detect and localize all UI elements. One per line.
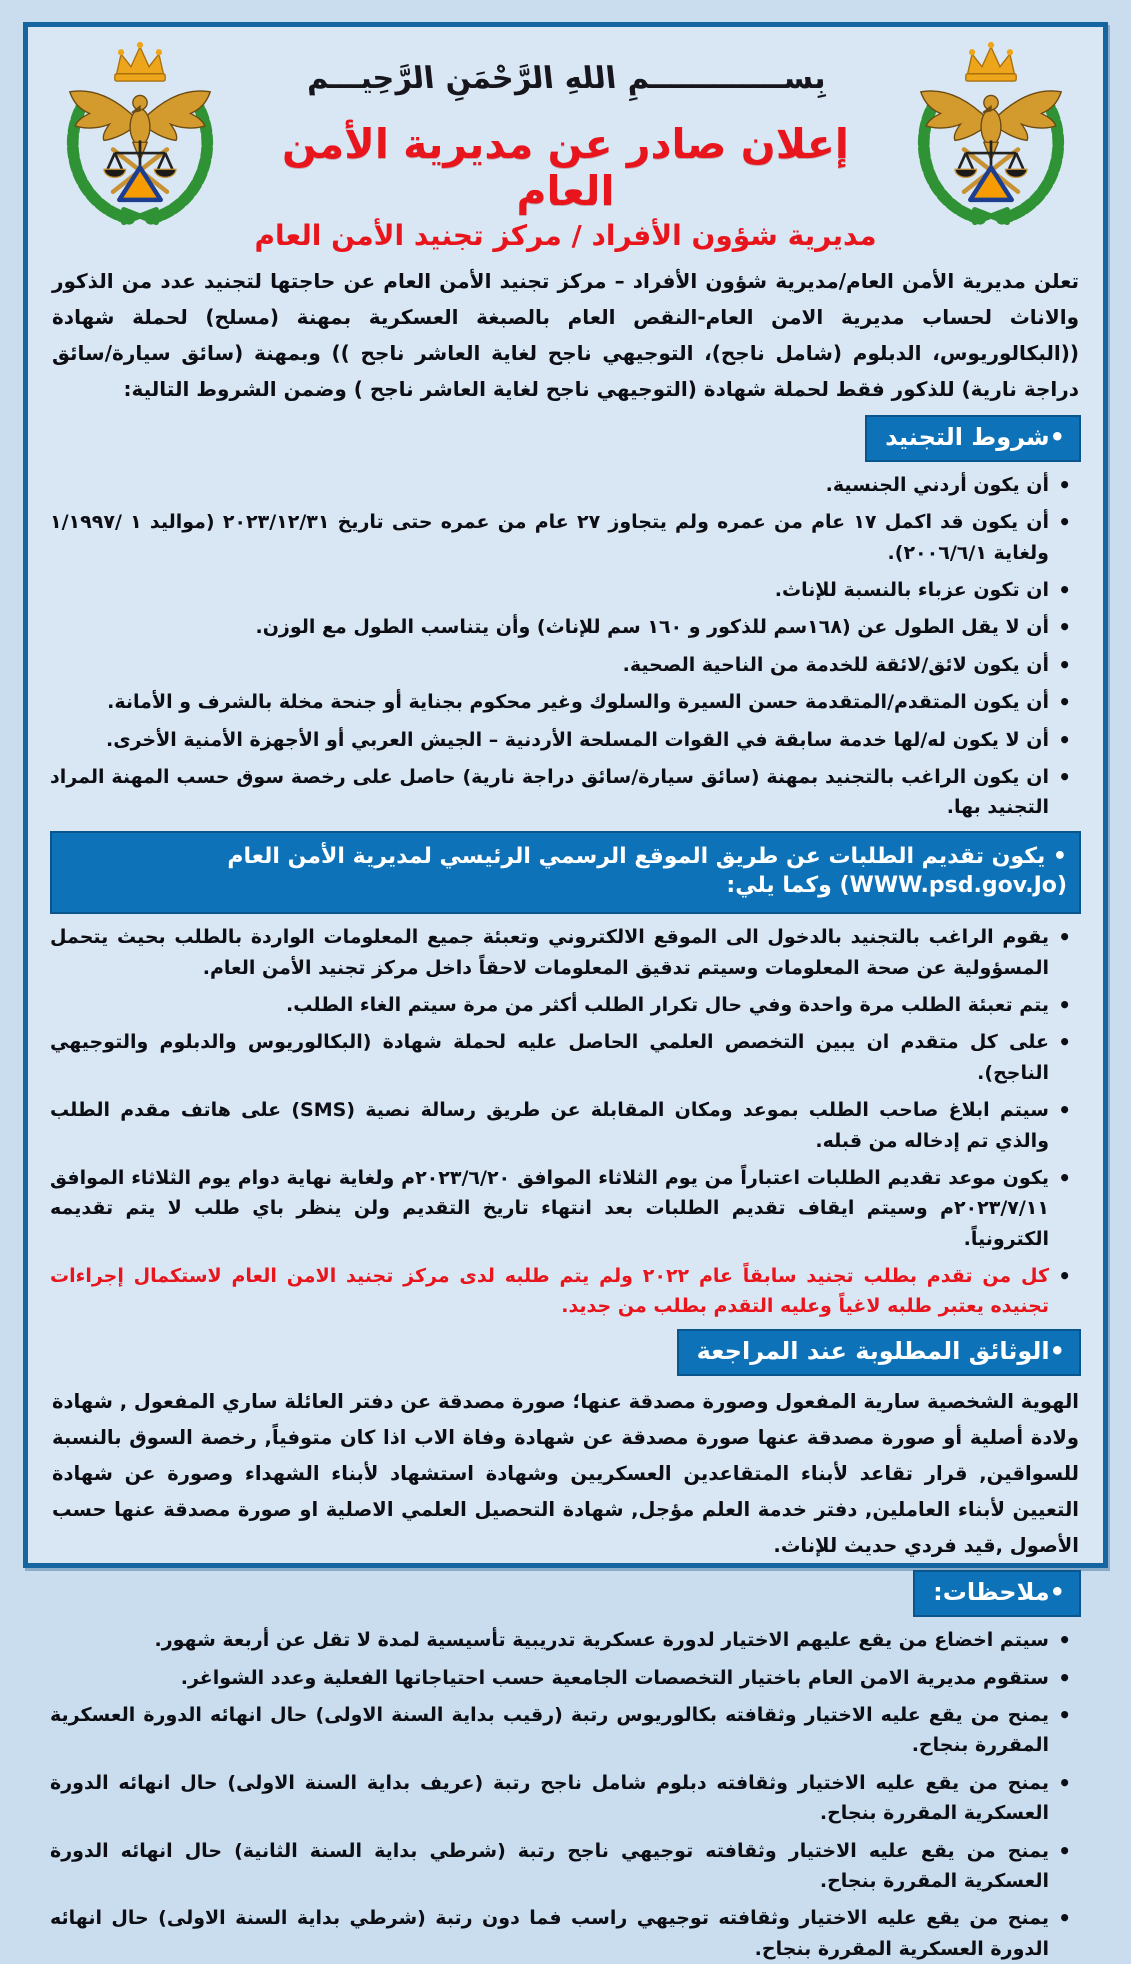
notes-list — [50, 1625, 1081, 1964]
list-item: • يمنح من يقع عليه الاختيار وثقافته توجيهي راسب فما دون رتبة (شرطي بداية السنة الاولى) حال انهائه الدورة العسكرية المقررة بنجاح. — [50, 1903, 1073, 1964]
list-item: • أن لا يكون له/لها خدمة سابقة في القوات المسلحة الأردنية – الجيش العربي أو الأجهزة الأمنية الأخرى. — [50, 725, 1073, 755]
list-item: • يتم تعبئة الطلب مرة واحدة وفي حال تكرار الطلب أكثر من مرة سيتم الغاء الطلب. — [50, 990, 1073, 1020]
application-list — [50, 922, 1081, 1322]
list-item: • يمنح من يقع عليه الاختيار وثقافته بكالوريوس رتبة (رقيب بداية السنة الاولى) حال انهائه الدورة العسكرية المقررة بنجاح. — [50, 1700, 1073, 1761]
list-item: • ان يكون الراغب بالتجنيد بمهنة (سائق سيارة/سائق دراجة نارية) حاصل على رخصة سوق حسب المهنة المراد التجنيد بها. — [50, 762, 1073, 823]
application-banner: • يكون تقديم الطلبات عن طريق الموقع الرسمي الرئيسي لمديرية الأمن العام (WWW.psd.gov.Jo) وكما يلي: — [50, 831, 1081, 914]
section-heading-documents: •الوثائق المطلوبة عند المراجعة — [677, 1329, 1081, 1376]
section-heading-notes: •ملاحظات: — [913, 1570, 1081, 1617]
section-heading-conditions: •شروط التجنيد — [865, 415, 1081, 462]
list-item: • سيتم اخضاع من يقع عليهم الاختيار لدورة عسكرية تدريبية تأسيسية لمدة لا تقل عن أربعة شهور. — [50, 1625, 1073, 1655]
documents-paragraph: الهوية الشخصية سارية المفعول وصورة مصدقة عنها؛ صورة مصدقة عن دفتر العائلة ساري المفعول , شهادة ولادة أصلية أو صورة مصدقة عنها صورة مصدقة عن شهادة وفاة الاب اذا كان متوفياً, رخصة السوق بالنسبة للسواقين, قرار تقاعد لأبناء المتقاعدين العسكريين وشهادة استشهاد لأبناء الشهداء وصورة عن شهادة التعيين لأبناء العاملين, دفتر خدمة العلم مؤجل, شهادة التحصيل العلمي الاصلية او صورة مصدقة عنها حسب الأصول ,قيد فردي حديث للإناث. — [52, 1389, 1079, 1558]
bismillah-calligraphy: بِســـــــــــــمِ اللهِ الرَّحْمَنِ الرَّحِيـــم — [304, 60, 827, 96]
warning-note: • كل من تقدم بطلب تجنيد سابقاً عام ٢٠٢٢ ولم يتم طلبه لدى مركز تجنيد الامن العام لاستكمال إجراءات تجنيده يعتبر طلبه لاغياً وعليه التقدم بطلب من جديد. — [50, 1261, 1073, 1322]
list-item: • أن يكون لائق/لائقة للخدمة من الناحية الصحية. — [50, 650, 1073, 680]
page-subtitle: مديرية شؤون الأفراد / مركز تجنيد الأمن العام — [254, 219, 877, 253]
list-item: • أن يكون قد اكمل ١٧ عام من عمره ولم يتجاوز ٢٧ عام من عمره حتى تاريخ ٢٠٢٣/١٢/٣١ (مواليد ١ /١/١٩٩٧ ولغاية ٢٠٠٦/٦/١). — [50, 507, 1073, 568]
announcement-document — [23, 22, 1108, 1960]
list-item: • يمنح من يقع عليه الاختيار وثقافته توجيهي ناجح رتبة (شرطي بداية السنة الثانية) حال انهائه الدورة العسكرية المقررة بنجاح. — [50, 1836, 1073, 1897]
list-item: • يكون موعد تقديم الطلبات اعتباراً من يوم الثلاثاء الموافق ٢٠٢٣/٦/٢٠م ولغاية نهاية دوام يوم الثلاثاء الموافق ٢٠٢٣/٧/١١م وسيتم ايقاف تقديم الطلبات بعد انتهاء تاريخ التقديم ولن ينظر باي طلب لا يتم تقديمه الكترونياً. — [50, 1163, 1073, 1254]
list-item: • ستقوم مديرية الامن العام باختيار التخصصات الجامعية حسب احتياجاتها الفعلية وعدد الشواغر. — [50, 1663, 1073, 1693]
list-item: • سيتم ابلاغ صاحب الطلب بموعد ومكان المقابلة عن طريق رسالة نصية (SMS) على هاتف مقدم الطلب والذي تم إدخاله من قبله. — [50, 1095, 1073, 1156]
list-item: • أن يكون المتقدم/المتقدمة حسن السيرة والسلوك وغير محكوم بجناية أو جنحة مخلة بالشرف و الأمانة. — [50, 687, 1073, 717]
header-center — [230, 33, 901, 253]
list-item: • يمنح من يقع عليه الاختيار وثقافته دبلوم شامل ناجح رتبة (عريف بداية السنة الاولى) حال انهائه الدورة العسكرية المقررة بنجاح. — [50, 1768, 1073, 1829]
list-item: • ان تكون عزباء بالنسبة للإناث. — [50, 575, 1073, 605]
list-item: • أن لا يقل الطول عن (١٦٨سم للذكور و ١٦٠ سم للإناث) وأن يتناسب الطول مع الوزن. — [50, 612, 1073, 642]
page-title: إعلان صادر عن مديرية الأمن العام — [282, 120, 849, 216]
list-item: • على كل متقدم ان يبين التخصص العلمي الحاصل عليه لحملة شهادة (البكالوريوس والدبلوم والتوجيهي الناجح). — [50, 1027, 1073, 1088]
conditions-list — [50, 470, 1081, 823]
header — [50, 33, 1081, 253]
list-item: • يقوم الراغب بالتجنيد بالدخول الى الموقع الالكتروني وتعبئة جميع المعلومات الواردة بالطلب بحيث يتحمل المسؤولية عن صحة المعلومات وسيتم تدقيق المعلومات لاحقاً داخل مركز تجنيد الأمن العام. — [50, 922, 1073, 983]
list-item: • أن يكون أردني الجنسية. — [50, 470, 1073, 500]
intro-paragraph: تعلن مديرية الأمن العام/مديرية شؤون الأفراد – مركز تجنيد الأمن العام عن حاجتها لتجنيد عدد من الذكور والاناث لحساب مديرية الامن العام-النقص العام بالصبغة العسكرية بمهنة (مسلح) لحملة شهادة ((البكالوريوس، الدبلوم (شامل ناجح)، التوجيهي ناجح لغاية العاشر ناجح )) وبمهنة (سائق سيارة/سائق دراجة نارية) للذكور فقط لحملة شهادة (التوجيهي ناجح لغاية العاشر ناجح ) وضمن الشروط التالية: — [52, 268, 1079, 401]
psd-crest-icon — [50, 33, 230, 229]
psd-crest-icon — [901, 33, 1081, 229]
